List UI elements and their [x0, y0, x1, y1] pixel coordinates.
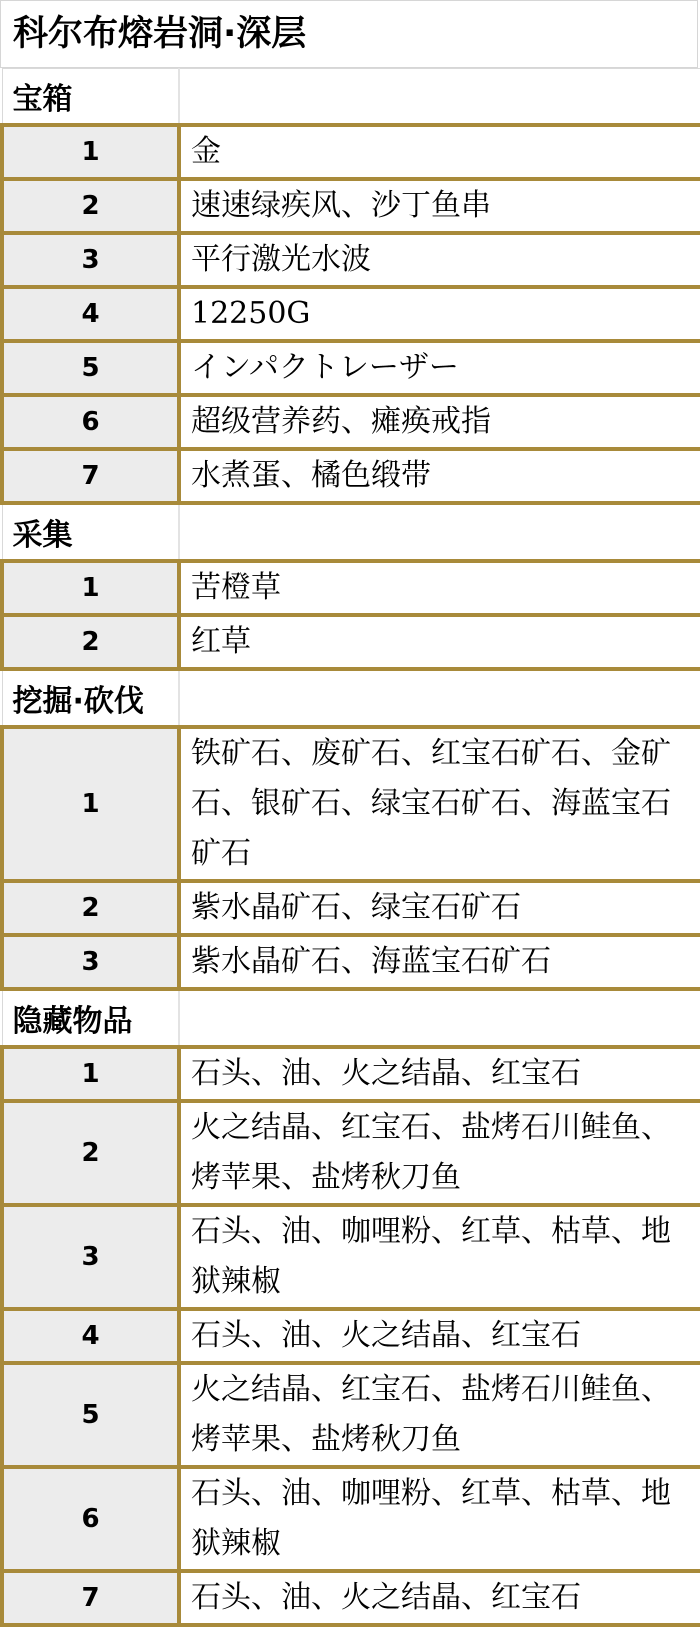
table-row: [2, 1047, 700, 1101]
row-items: 紫水晶矿石、绿宝石矿石: [179, 881, 700, 935]
row-number: 2: [2, 615, 179, 669]
row-number: 4: [2, 1309, 179, 1363]
section-header: [2, 503, 700, 561]
title-row: [0, 0, 698, 68]
table-row: [2, 341, 700, 395]
row-items: 红草: [179, 615, 700, 669]
row-number: 2: [2, 179, 179, 233]
section-header-blank: [179, 989, 700, 1047]
section-label: 挖掘·砍伐: [2, 669, 179, 727]
row-number: 5: [2, 1363, 179, 1467]
row-items: 水煮蛋、橘色缎带: [179, 449, 700, 503]
row-items: 石头、油、火之结晶、红宝石: [179, 1309, 700, 1363]
row-items: インパクトレーザー: [179, 341, 700, 395]
section-label: 宝箱: [2, 69, 179, 126]
row-items: 速速绿疾风、沙丁鱼串: [179, 179, 700, 233]
row-items: 紫水晶矿石、海蓝宝石矿石: [179, 935, 700, 989]
table-row: [2, 727, 700, 881]
row-number: 4: [2, 287, 179, 341]
table-row: [2, 449, 700, 503]
row-number: 5: [2, 341, 179, 395]
row-number: 6: [2, 395, 179, 449]
row-items: 超级营养药、瘫痪戒指: [179, 395, 700, 449]
section-header: [2, 69, 700, 126]
table-row: [2, 935, 700, 989]
row-number: 6: [2, 1467, 179, 1571]
row-number: 2: [2, 881, 179, 935]
row-number: 2: [2, 1101, 179, 1205]
table-row: [2, 395, 700, 449]
table-row: [2, 1467, 700, 1571]
row-number: 1: [2, 1047, 179, 1101]
table-row: [2, 1309, 700, 1363]
row-number: 7: [2, 449, 179, 503]
row-items: 石头、油、咖哩粉、红草、枯草、地狱辣椒: [179, 1467, 700, 1571]
table-row: [2, 561, 700, 615]
row-number: 7: [2, 1571, 179, 1625]
table-row: [2, 1205, 700, 1309]
section-header: [2, 669, 700, 727]
item-table: [0, 68, 700, 1627]
section-header: [2, 989, 700, 1047]
section-header-blank: [179, 503, 700, 561]
row-number: 3: [2, 935, 179, 989]
row-number: 3: [2, 233, 179, 287]
row-number: 1: [2, 125, 179, 179]
row-items: 铁矿石、废矿石、红宝石矿石、金矿石、银矿石、绿宝石矿石、海蓝宝石矿石: [179, 727, 700, 881]
table-row: [2, 287, 700, 341]
row-number: 1: [2, 561, 179, 615]
section-header-blank: [179, 69, 700, 126]
row-items: 金: [179, 125, 700, 179]
table-row: [2, 615, 700, 669]
table-row: [2, 1101, 700, 1205]
table-row: [2, 881, 700, 935]
section-label: 隐藏物品: [2, 989, 179, 1047]
table-row: [2, 179, 700, 233]
row-items: 平行激光水波: [179, 233, 700, 287]
row-items: 石头、油、咖哩粉、红草、枯草、地狱辣椒: [179, 1205, 700, 1309]
row-number: 1: [2, 727, 179, 881]
section-label: 采集: [2, 503, 179, 561]
row-items: 火之结晶、红宝石、盐烤石川鲑鱼、烤苹果、盐烤秋刀鱼: [179, 1101, 700, 1205]
row-number: 3: [2, 1205, 179, 1309]
table-row: [2, 125, 700, 179]
table-row: [2, 233, 700, 287]
row-items: 12250G: [179, 287, 700, 341]
section-header-blank: [179, 669, 700, 727]
page-title: 科尔布熔岩洞·深层: [13, 13, 307, 54]
row-items: 石头、油、火之结晶、红宝石: [179, 1047, 700, 1101]
row-items: 苦橙草: [179, 561, 700, 615]
table-row: [2, 1571, 700, 1625]
row-items: 火之结晶、红宝石、盐烤石川鲑鱼、烤苹果、盐烤秋刀鱼: [179, 1363, 700, 1467]
table-row: [2, 1363, 700, 1467]
row-items: 石头、油、火之结晶、红宝石: [179, 1571, 700, 1625]
